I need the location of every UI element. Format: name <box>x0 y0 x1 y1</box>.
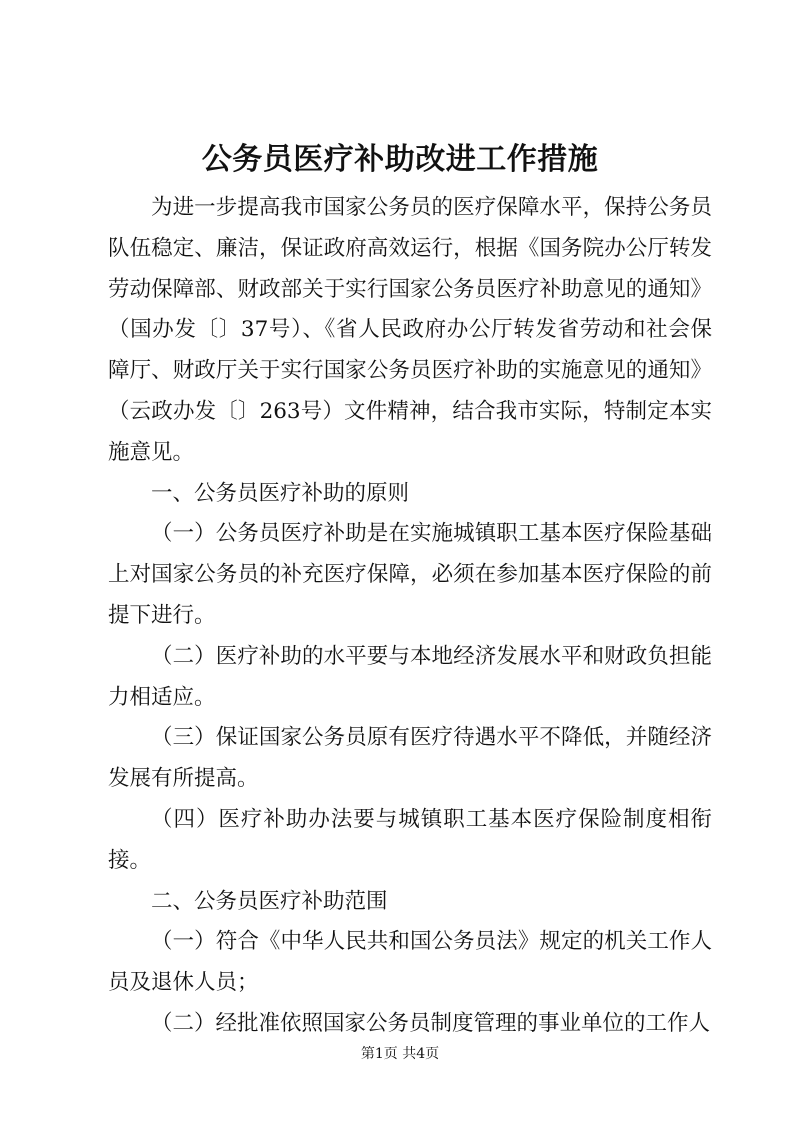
paragraph-scope-2: （二）经批准依照国家公务员制度管理的事业单位的工作人 <box>151 1010 711 1036</box>
page-footer: 第1页 共4页 <box>360 1046 440 1062</box>
paragraph-principle-3: （三）保证国家公务员原有医疗待遇水平不降低，并随经济发展有所提高。 <box>108 725 712 792</box>
paragraph-principle-1: （一）公务员医疗补助是在实施城镇职工基本医疗保险基础上对国家公务员的补充医疗保障，必须在参加基本医疗保险的前提下进行。 <box>108 521 712 628</box>
document-title: 公务员医疗补助改进工作措施 <box>201 142 599 177</box>
section-heading-principles: 一、公务员医疗补助的原则 <box>151 480 410 506</box>
document-body <box>108 188 712 1045</box>
section-heading-scope: 二、公务员医疗补助范围 <box>151 888 388 914</box>
paragraph-intro: 为进一步提高我市国家公务员的医疗保障水平，保持公务员队伍稳定、廉洁，保证政府高效运行，根据《国务院办公厅转发劳动保障部、财政部关于实行国家公务员医疗补助意见的通知》（国办发〔〕37号）、《省人民政府办公厅转发省劳动和社会保障厅、财政厅关于实行国家公务员医疗补助的实施意见的通知》（云政办发〔〕263号）文件精神，结合我市实际，特制定本实施意见。 <box>108 195 712 465</box>
paragraph-principle-2: （二）医疗补助的水平要与本地经济发展水平和财政负担能力相适应。 <box>108 643 712 710</box>
paragraph-scope-1: （一）符合《中华人民共和国公务员法》规定的机关工作人员及退休人员； <box>108 929 712 996</box>
paragraph-principle-4: （四）医疗补助办法要与城镇职工基本医疗保险制度相衔接。 <box>108 806 712 873</box>
